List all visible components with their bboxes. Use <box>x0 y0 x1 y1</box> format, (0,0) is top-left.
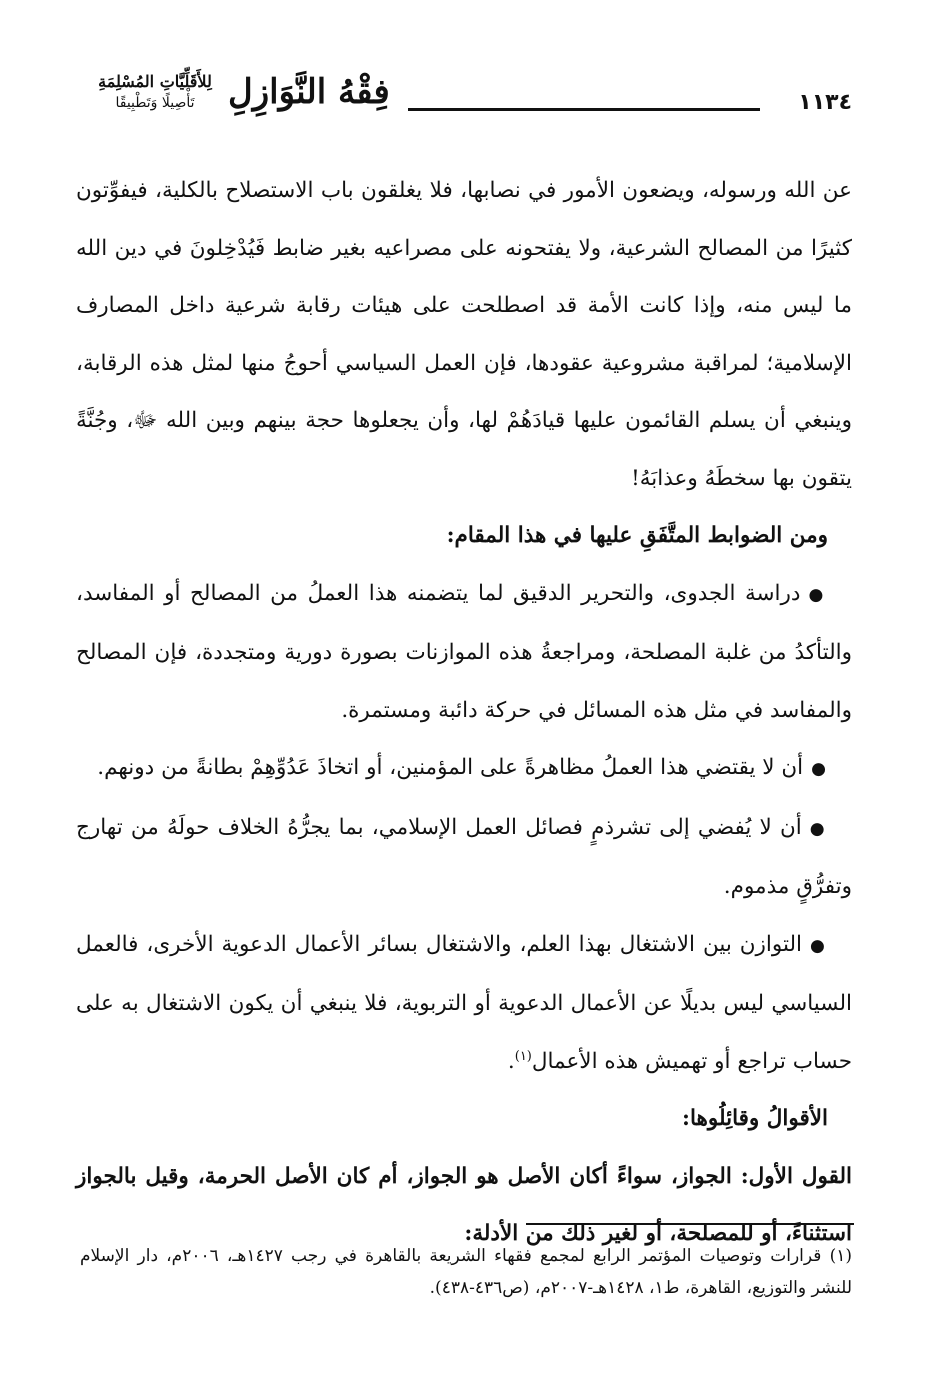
footnote-divider <box>526 1223 854 1225</box>
main-text <box>76 162 852 1263</box>
section-heading: الأقوالُ وقائِلُوها: <box>682 1106 828 1131</box>
bullet-item-3-text: أن لا يُفضي إلى تشرذمٍ فصائل العمل الإسلامي، بما يجرُّهُ الخلاف حولَهُ من تهارج وتفرُّقٍ مذموم. <box>76 814 852 899</box>
footnote-reference[interactable]: (١) <box>514 1048 532 1064</box>
paragraph-2-heading: ومن الضوابط المتَّفَقِ عليها في هذا المقام: <box>446 523 828 548</box>
book-title-line1: لِلأَقَلِّيَّاتِ المُسْلِمَةِ <box>98 72 212 91</box>
bullet-item-4 <box>76 916 852 1091</box>
bullet-item-3 <box>76 799 852 916</box>
footnotes <box>80 1240 852 1304</box>
footnote-1: (١) قرارات وتوصيات المؤتمر الرابع لمجمع فقهاء الشريعة بالقاهرة في رجب ١٤٢٧هـ، ٢٠٠٦م، دار الإسلام للنشر والتوزيع، القاهرة، ط١، ١٤٢٨هـ-٢٠٠٧م، (ص٤٣٦-٤٣٨). <box>80 1246 852 1298</box>
bullet-item-2 <box>76 739 852 799</box>
bullet-icon: ● <box>811 759 826 779</box>
book-title: فِقْهُ النَّوَازِلِ <box>228 72 390 112</box>
bullet-icon: ● <box>808 584 826 605</box>
paragraph-3: القول الأول: الجواز، سواءً أكان الأصل هو الجواز، أم كان الأصل الحرمة، وقيل بالجواز استثناءً، أو للمصلحة، أو لغير ذلك من الأدلة: <box>76 1163 852 1246</box>
page-header <box>80 62 852 142</box>
bullet-item-4-text: التوازن بين الاشتغال بهذا العلم، والاشتغال بسائر الأعمال الدعوية الأخرى، فالعمل السياسي ليس بديلًا عن الأعمال الدعوية أو التربوية، فلا ينبغي أن يكون الاشتغال به على حساب تراجع أو تهميش هذه الأعمال <box>76 931 852 1074</box>
bullet-item-1-text: دراسة الجدوى، والتحرير الدقيق لما يتضمنه هذا العملُ من المصالح أو المفاسد، والتأكدُ من غلبة المصلحة، ومراجعةُ هذه الموازنات بصورة دورية ومتجددة، فإن المصالح والمفاسد في مثل هذه المسائل في حركة دائبة ومستمرة. <box>76 580 852 723</box>
bullet-item-4-end: . <box>507 1048 515 1074</box>
book-title-line2: تَأْصِيلًا وَتَطْبِيقًا <box>115 95 195 111</box>
header-divider <box>408 108 760 111</box>
book-title-subtitle <box>80 72 230 111</box>
paragraph-1: عن الله ورسوله، ويضعون الأمور في نصابها، فلا يغلقون باب الاستصلاح بالكلية، فيفوِّتون كثيرًا من المصالح الشرعية، ولا يفتحونه على مصراعيه بغير ضابط فَيُدْخِلونَ في دين الله ما ليس منه، وإذا كانت الأمة قد اصطلحت على هيئات رقابة شرعية داخل المصارف الإسلامية؛ لمراقبة مشروعية عقودها، فإن العمل السياسي أحوجُ منها لمثل هذه الرقابة، وينبغي أن يسلم القائمون عليها قيادَهُمْ لها، وأن يجعلوها حجة بينهم وبين الله ﷻ، وجُنَّةً يتقون بها سخطَهُ وعذابَهُ! <box>76 178 852 491</box>
page-number: ١١٣٤ <box>798 90 852 115</box>
bullet-icon: ● <box>809 818 826 839</box>
bullet-icon: ● <box>810 935 826 956</box>
bullet-item-2-text: أن لا يقتضي هذا العملُ مظاهرةً على المؤمنين، أو اتخاذَ عَدُوِّهِمْ بطانةً من دونهم. <box>97 755 804 780</box>
bullet-item-1 <box>76 565 852 740</box>
